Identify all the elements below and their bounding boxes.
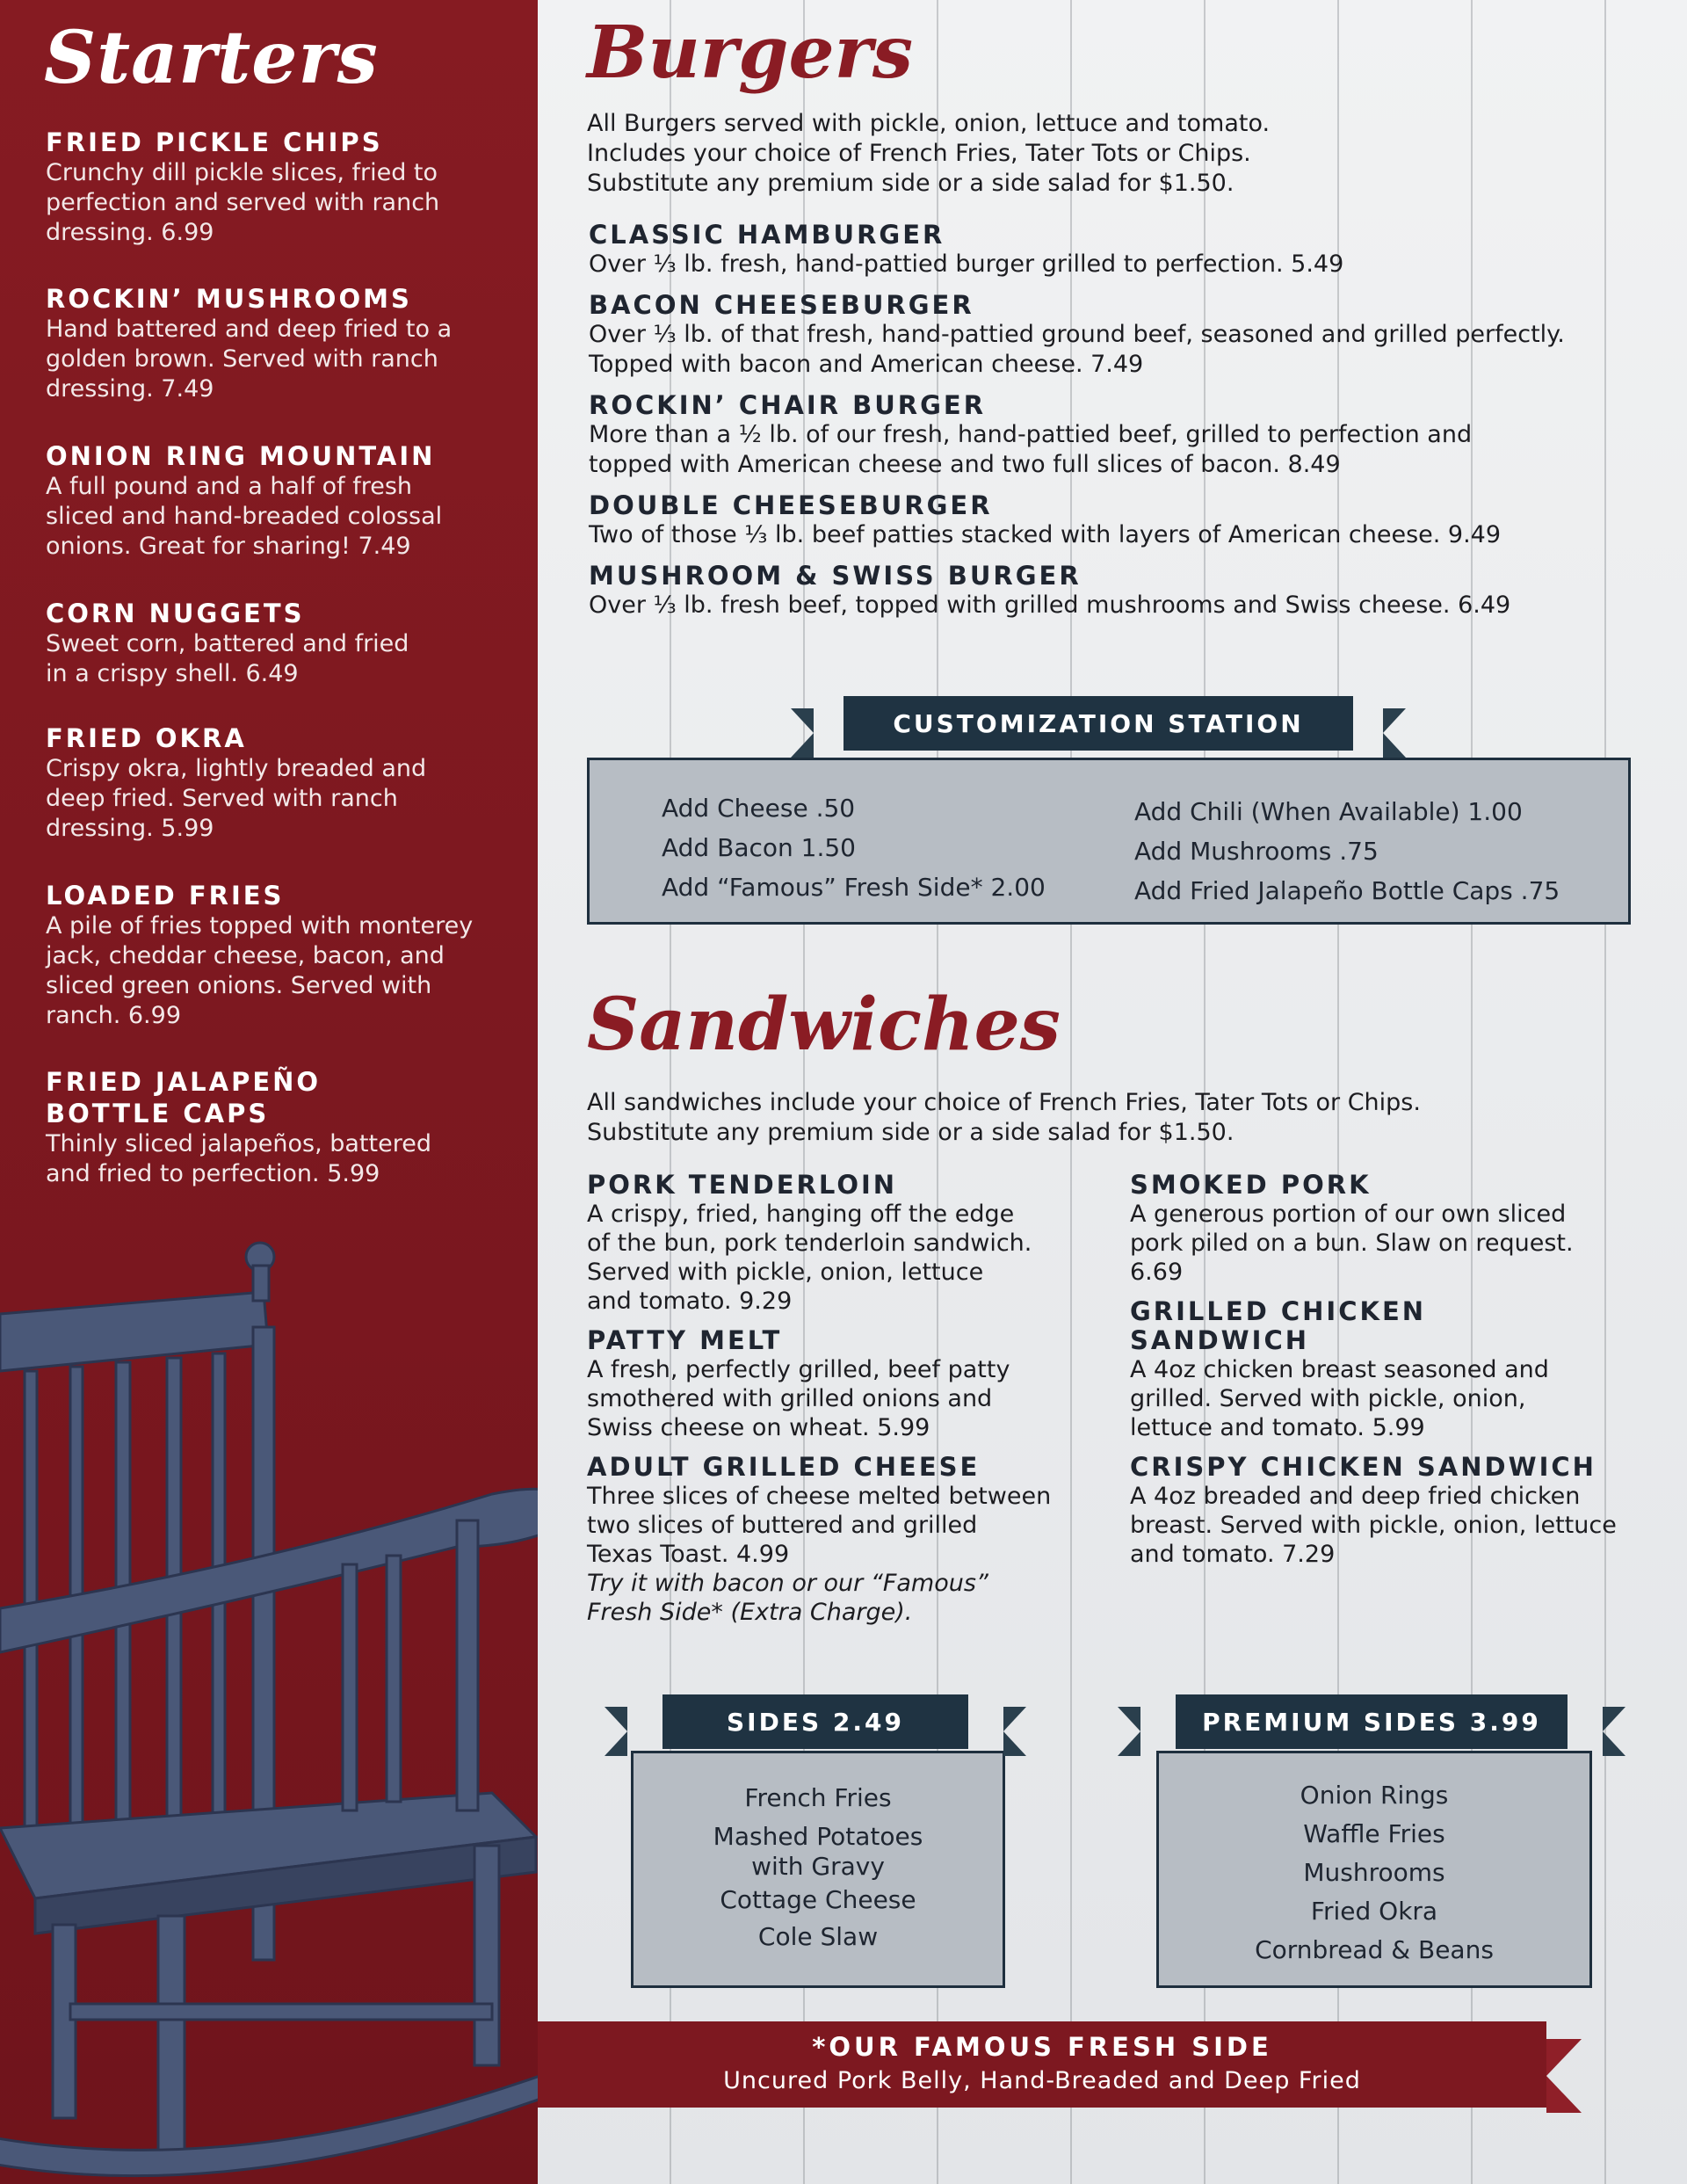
sandwich-item (587, 1326, 1079, 1442)
sandwich-item (1130, 1297, 1657, 1442)
intro-line: Includes your choice of French Fries, Tater Tots or Chips. (587, 140, 1251, 167)
customization-option: Add Cheese .50 (662, 794, 856, 823)
burger-name: DOUBLE CHEESEBURGER (589, 490, 993, 520)
sides-list (634, 1780, 1003, 1955)
starter-item (46, 283, 503, 404)
sandwich-desc: two slices of buttered and grilled (587, 1512, 978, 1539)
sandwich-desc: A generous portion of our own sliced (1130, 1201, 1567, 1228)
sandwich-name: CRISPY CHICKEN SANDWICH (1130, 1452, 1596, 1482)
intro-line: All Burgers served with pickle, onion, lettuce and tomato. (587, 110, 1271, 137)
burger-desc: Over ⅓ lb. of that fresh, hand-pattied ground beef, seasoned and grilled perfectly. (589, 321, 1565, 348)
starter-desc: A full pound and a half of fresh (46, 473, 413, 500)
burger-desc: Over ⅓ lb. fresh beef, topped with grilled mushrooms and Swiss cheese. 6.49 (589, 591, 1511, 619)
starter-name: BOTTLE CAPS (46, 1099, 270, 1128)
sandwich-item (587, 1453, 1079, 1627)
burger-name: MUSHROOM & SWISS BURGER (589, 561, 1082, 591)
burger-desc: Over ⅓ lb. fresh, hand-pattied burger grilled to perfection. 5.49 (589, 250, 1344, 278)
customization-option: Add “Famous” Fresh Side* 2.00 (662, 873, 1046, 902)
intro-line: All sandwiches include your choice of French Fries, Tater Tots or Chips. (587, 1089, 1421, 1116)
ribbon-tail (1383, 708, 1406, 758)
side-item: with Gravy (751, 1852, 885, 1881)
premium-sides-title: PREMIUM SIDES 3.99 (1176, 1694, 1568, 1749)
ribbon-tail (1603, 1707, 1625, 1756)
burger-item (589, 220, 1661, 279)
starter-desc: Crunchy dill pickle slices, fried to (46, 159, 438, 186)
premium-sides-list (1159, 1776, 1589, 1970)
starter-desc: golden brown. Served with ranch (46, 345, 438, 373)
burger-desc: Two of those ⅓ lb. beef patties stacked with layers of American cheese. 9.49 (589, 521, 1502, 548)
premium-side-item: Mushrooms (1303, 1858, 1445, 1887)
side-item: French Fries (744, 1783, 892, 1812)
burger-item (589, 390, 1661, 480)
ribbon-tail (1118, 1707, 1140, 1756)
burger-item (589, 490, 1661, 550)
footer-ribbon-tail (1546, 2039, 1582, 2113)
sandwich-name: PATTY MELT (587, 1325, 783, 1355)
customization-option: Add Chili (When Available) 1.00 (1134, 797, 1523, 826)
customization-option: Add Mushrooms .75 (1134, 837, 1379, 866)
sandwich-column-right (1130, 1171, 1657, 1569)
side-item: Mashed Potatoes (713, 1822, 923, 1851)
starters-title: Starters (44, 16, 379, 100)
sandwich-desc: A fresh, perfectly grilled, beef patty (587, 1356, 1010, 1383)
ribbon-tail (791, 708, 814, 758)
customization-title: CUSTOMIZATION STATION (844, 696, 1353, 751)
customization-left (662, 788, 1046, 907)
sandwich-name: GRILLED CHICKEN (1130, 1296, 1427, 1326)
sandwich-column-left (587, 1171, 1079, 1627)
sandwich-name: ADULT GRILLED CHEESE (587, 1452, 981, 1482)
sandwich-item (587, 1171, 1079, 1316)
burger-list (589, 220, 1661, 620)
starter-item (46, 722, 503, 844)
starter-desc: Sweet corn, battered and fried (46, 630, 409, 657)
starter-name: LOADED FRIES (46, 881, 285, 911)
customization-ribbon (791, 696, 1406, 751)
sandwich-desc: and tomato. 7.29 (1130, 1541, 1336, 1568)
customization-option: Add Fried Jalapeño Bottle Caps .75 (1134, 876, 1560, 905)
starter-item (46, 440, 503, 562)
starter-desc: sliced green onions. Served with (46, 972, 432, 999)
sandwich-desc: Texas Toast. 4.99 (587, 1541, 790, 1568)
sandwich-note: Try it with bacon or our “Famous” (587, 1570, 988, 1597)
burger-desc: topped with American cheese and two full slices of bacon. 8.49 (589, 451, 1341, 478)
sandwich-desc: and tomato. 9.29 (587, 1288, 793, 1315)
sandwiches-intro (587, 1088, 1641, 1148)
customization-option: Add Bacon 1.50 (662, 833, 856, 862)
sandwich-name: PORK TENDERLOIN (587, 1170, 898, 1200)
premium-sides-box (1156, 1751, 1592, 1988)
sandwich-desc: breast. Served with pickle, onion, lettuce (1130, 1512, 1617, 1539)
starter-desc: Hand battered and deep fried to a (46, 316, 453, 343)
sandwiches-title: Sandwiches (587, 983, 1061, 1067)
starter-desc: dressing. 7.49 (46, 375, 214, 403)
sides-box (631, 1751, 1005, 1988)
starter-item (46, 1066, 503, 1189)
intro-line: Substitute any premium side or a side salad for $1.50. (587, 1119, 1234, 1146)
burger-desc: More than a ½ lb. of our fresh, hand-pattied beef, grilled to perfection and (589, 421, 1473, 448)
sandwich-desc: A 4oz breaded and deep fried chicken (1130, 1483, 1581, 1510)
premium-side-item: Cornbread & Beans (1255, 1935, 1494, 1964)
starter-desc: Crispy okra, lightly breaded and (46, 755, 427, 782)
starter-desc: A pile of fries topped with monterey (46, 912, 474, 940)
burgers-intro (587, 109, 1641, 199)
starter-name: ROCKIN’ MUSHROOMS (46, 284, 412, 314)
footer-desc: Uncured Pork Belly, Hand-Breaded and Deep Fried (723, 2067, 1361, 2094)
starter-name: FRIED PICKLE CHIPS (46, 127, 383, 157)
footer-title: *OUR FAMOUS FRESH SIDE (812, 2032, 1272, 2062)
sandwich-desc: Served with pickle, onion, lettuce (587, 1259, 984, 1286)
sandwich-note: Fresh Side* (Extra Charge). (587, 1599, 913, 1626)
burger-item (589, 290, 1661, 380)
starter-name: FRIED JALAPEÑO (46, 1067, 322, 1097)
sandwich-desc: grilled. Served with pickle, onion, (1130, 1385, 1526, 1412)
starter-desc: onions. Great for sharing! 7.49 (46, 533, 411, 560)
burgers-title: Burgers (587, 11, 914, 95)
customization-right (1134, 792, 1560, 911)
starter-desc: sliced and hand-breaded colossal (46, 503, 443, 530)
starter-desc: in a crispy shell. 6.49 (46, 660, 299, 687)
sandwich-desc: 6.69 (1130, 1259, 1184, 1286)
burger-item (589, 561, 1661, 620)
burger-desc: Topped with bacon and American cheese. 7.49 (589, 351, 1144, 378)
starter-item (46, 598, 503, 689)
sandwich-desc: pork piled on a bun. Slaw on request. (1130, 1230, 1574, 1257)
starter-desc: dressing. 5.99 (46, 815, 214, 842)
sandwich-desc: smothered with grilled onions and (587, 1385, 993, 1412)
starter-desc: perfection and served with ranch (46, 189, 440, 216)
sandwich-desc: lettuce and tomato. 5.99 (1130, 1414, 1425, 1441)
sandwich-desc: A crispy, fried, hanging off the edge (587, 1201, 1015, 1228)
sandwich-name: SMOKED PORK (1130, 1170, 1372, 1200)
ribbon-tail (1003, 1707, 1026, 1756)
sandwich-item (1130, 1171, 1657, 1287)
sandwich-item (1130, 1453, 1657, 1569)
burger-name: BACON CHEESEBURGER (589, 290, 974, 320)
footer-banner (538, 2021, 1546, 2108)
premium-sides-ribbon (1118, 1694, 1625, 1749)
sandwich-desc: Three slices of cheese melted between (587, 1483, 1052, 1510)
sides-ribbon (605, 1694, 1026, 1749)
sandwich-desc: Swiss cheese on wheat. 5.99 (587, 1414, 930, 1441)
starter-name: ONION RING MOUNTAIN (46, 441, 436, 471)
sandwich-desc: A 4oz chicken breast seasoned and (1130, 1356, 1549, 1383)
sandwich-name: SANDWICH (1130, 1325, 1310, 1355)
starter-name: CORN NUGGETS (46, 599, 305, 628)
starter-desc: ranch. 6.99 (46, 1002, 181, 1029)
premium-side-item: Fried Okra (1310, 1897, 1438, 1926)
side-item: Cottage Cheese (720, 1885, 916, 1914)
starter-item (46, 127, 503, 248)
burger-name: CLASSIC HAMBURGER (589, 220, 945, 250)
sandwich-desc: of the bun, pork tenderloin sandwich. (587, 1230, 1032, 1257)
premium-side-item: Waffle Fries (1303, 1819, 1445, 1848)
starter-item (46, 880, 503, 1031)
burger-name: ROCKIN’ CHAIR BURGER (589, 390, 987, 420)
starter-desc: dressing. 6.99 (46, 219, 214, 246)
ribbon-tail (605, 1707, 627, 1756)
intro-line: Substitute any premium side or a side salad for $1.50. (587, 170, 1234, 197)
premium-side-item: Onion Rings (1300, 1781, 1449, 1810)
customization-box (587, 758, 1631, 925)
sides-title: SIDES 2.49 (662, 1694, 968, 1749)
starter-name: FRIED OKRA (46, 723, 247, 753)
starter-desc: Thinly sliced jalapeños, battered (46, 1130, 431, 1157)
starter-desc: and fried to perfection. 5.99 (46, 1160, 380, 1187)
starter-desc: deep fried. Served with ranch (46, 785, 398, 812)
side-item: Cole Slaw (757, 1922, 879, 1951)
starters-panel (0, 0, 538, 2184)
starter-desc: jack, cheddar cheese, bacon, and (46, 942, 445, 969)
